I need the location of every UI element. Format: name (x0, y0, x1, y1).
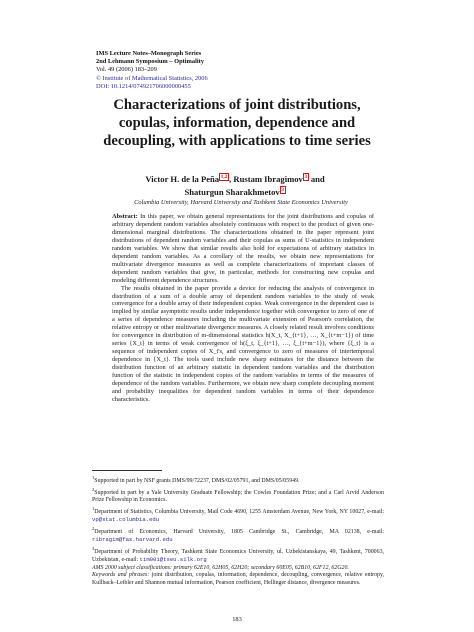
footnote-rule (92, 470, 162, 471)
abstract-body: In this paper, we obtain general representations for the joint distributions and copulas of arbitrary dependent random variables absolutely continuous with respect to the product of given one-dimensional marginal distributions. The characterizations obtained in the paper represent joint distributions of dependent random variables and their copulas as sums of U-statistics in independent random variables. We show that similar results also hold for expectations of arbitrary statistics in dependent random variables. As a corollary of the results, we obtain new representations for multivariate divergence measures as well as complete characterizations of important classes of dependent random variables that give, in particular, methods for constructing new copulas and modeling different dependence structures. (112, 213, 374, 284)
footnote-reference[interactable]: 3 (281, 186, 285, 193)
abstract-paragraph: The results obtained in the paper provide a device for reducing the analysis of convergence in distribution of a sum of a double array of dependent random variables to the study of weak convergence for a double array of their independent copies. Weak convergence in the dependent case is implied by similar asymptotic results under independence together with convergence to zero of one of a series of dependence measures including the multivariate extension of Pearson's correlation, the relative entropy or other multivariate divergence measures. A closely related result involves conditions for convergence in distribution of m-dimensional statistics h(X_t, X_{t+1}, …, X_{t+m−1}) of time series {X_t} in terms of weak convergence of h(ξ_t, ξ_{t+1}, …, ξ_{t+m−1}), where {ξ_t} is a sequence of independent copies of X_t's, and convergence to zero of measures of intertemporal dependence in {X_t}. The tools used include new sharp estimates for the distance between the distribution function of an arbitrary statistic in dependent random variables and the distribution function of the statistic in independent copies of the random variables in terms of the measures of dependence of the random variables. Furthermore, we obtain new sharp complete decoupling moment and probability inequalities for dependent random variables in terms of their dependence characteristics. (112, 284, 374, 403)
footnotes (92, 470, 384, 587)
footnote-reference[interactable]: 3 (304, 174, 308, 180)
footnote-reference[interactable]: 1,2 (220, 174, 228, 180)
journal-header (96, 50, 426, 91)
email-link[interactable]: vp@stat.columbia.edu (92, 516, 160, 524)
series-name: IMS Lecture Notes–Monograph Series (96, 50, 202, 57)
email-link[interactable]: ribragim@fas.harvard.edu (92, 536, 173, 544)
volume-info: Vol. 49 (2006) 183–209 (96, 66, 157, 74)
keywords-label: Keywords and phrases: (92, 572, 150, 579)
footnote: $^1$Supported in part by NSF grants DMS/99/72237, DMS/02/05791, and DMS/05/05949. (92, 475, 300, 484)
abstract-label: Abstract: (112, 213, 138, 220)
footnote: $^2$Department of Economics, Harvard University, 1805 Cambridge St., Cambridge, MA 02138, e-mail: ribragim@fas.harvard.edu (92, 525, 384, 544)
abstract (112, 213, 374, 404)
abstract-paragraph (112, 213, 374, 285)
page-number: 183 (232, 616, 242, 623)
copyright-link[interactable]: © Institute of Mathematical Statistics, 2006 (96, 74, 208, 82)
affiliation: Columbia University, Harvard University and Tashkent State Economics University (134, 199, 348, 206)
author-separator: , (229, 173, 234, 184)
author-name: Shaturgun Sharakhmetov (184, 186, 280, 197)
paper-title: Characterizations of joint distributions, copulas, information, dependence and decoupling, with applications to time series (103, 97, 371, 150)
keywords-list: joint distribution, copulas, information, dependence, decoupling, convergence, relative entropy, Kullback–Leibler and Shannon mutual information, Pearson coefficient, Hellinger distance, divergence measures. (92, 572, 384, 586)
keywords (92, 572, 384, 587)
subject-classifications: AMS 2000 subject classifications: primary 62E10, 62H05, 62H20; secondary 60E05, 62B10, 62F12, 62G20. (92, 564, 349, 571)
footnote: $^3$Department of Probability Theory, Tashkent State Economics University, ul. Uzbekistanskaya, 49, Tashkent, 700063, Uzbekistan, e-mail: tim001@tseu.silk.org (92, 545, 384, 564)
email-link[interactable]: tim001@tseu.silk.org (139, 556, 207, 564)
author-conjunction: and (310, 173, 325, 184)
author-list (110, 172, 360, 198)
footnote: $^2$Supported in part by a Yale University Graduate Fellowship; the Cowles Foundation Prize; and a Carl Arvid Anderson Prize Fellowship in Economics. (92, 486, 384, 504)
author-name: Victor H. de la Peña (145, 173, 220, 184)
arxiv-stamp (4, 120, 38, 520)
footnote: $^1$Department of Statistics, Columbia University, Mail Code 4690, 1255 Amsterdam Avenue, New York, NY 10027, e-mail: vp@stat.columbia.edu (92, 505, 384, 524)
doi-link[interactable]: DOI: 10.1214/074921706000000455 (96, 82, 191, 90)
author-name: Rustam Ibragimov (233, 173, 303, 184)
symposium-name: 2nd Lehmann Symposium – Optimality (96, 58, 204, 66)
